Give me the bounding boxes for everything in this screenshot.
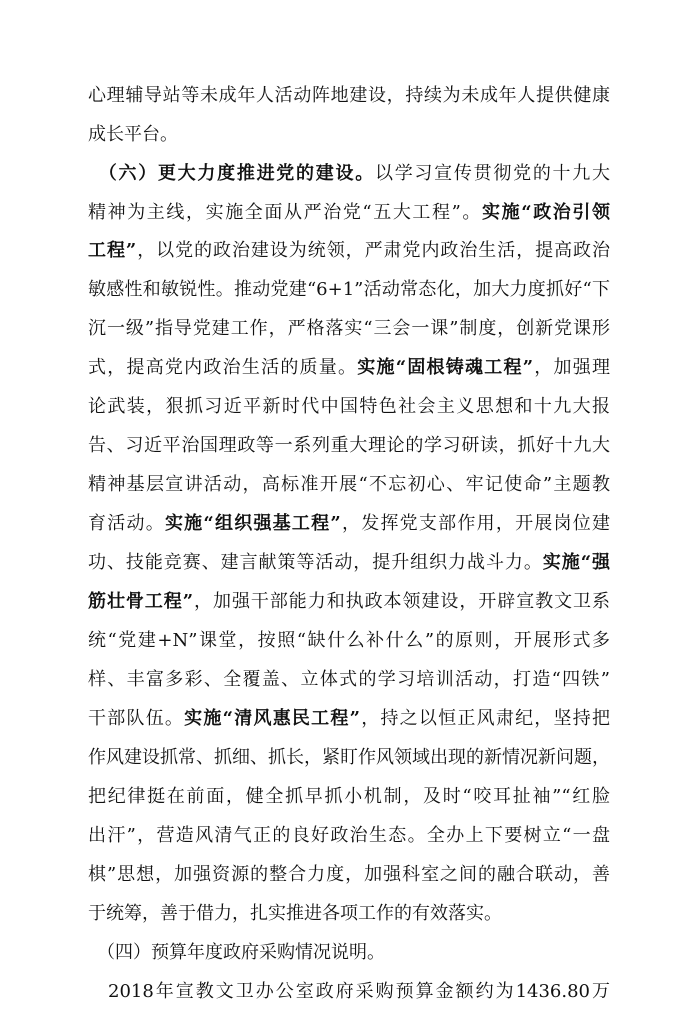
text-line [88, 662, 610, 698]
bold-phrase: 实施“清风惠民工程” [184, 708, 360, 729]
text-line [88, 311, 610, 347]
text-span: 以学习宣传贯彻党的十九大 [374, 163, 611, 184]
text-span: ，发挥党支部作用，开展岗位建 [340, 513, 611, 534]
text-line [88, 974, 610, 1010]
text-span: ，持之以恒正风肃纪，坚持把 [359, 708, 611, 729]
text-span: 把纪律挺在前面，健全抓早抓小机制，及时“咬耳扯袖”“红脸 [88, 786, 610, 807]
text-line [88, 195, 610, 231]
text-span: 敏感性和敏锐性。推动党建“6+1”活动常态化，加大力度抓好“下 [88, 279, 610, 300]
text-span: 棋”思想，加强资源的整合力度，加强科室之间的融合联动，善 [88, 864, 610, 885]
section-heading-line [88, 935, 610, 971]
text-span: 出汗”，营造风清气正的良好政治生态。全办上下要树立“一盘 [88, 825, 610, 846]
section-heading: （四）预算年度政府采购情况说明。 [88, 942, 385, 963]
text-span: 样、丰富多彩、全覆盖、立体式的学习培训活动，打造“四铁” [88, 669, 610, 690]
text-span: 沉一级”指导党建工作，严格落实“三会一课”制度，创新党课形 [88, 318, 610, 339]
text-line [88, 78, 610, 114]
text-line [88, 857, 610, 893]
text-span: 论武装，狠抓习近平新时代中国特色社会主义思想和十九大报 [88, 396, 610, 417]
text-line [88, 350, 610, 386]
text-span: ，加强理 [533, 357, 611, 378]
bold-phrase: 实施“政治引领 [482, 202, 610, 223]
section-heading: （六）更大力度推进党的建设。 [88, 163, 375, 184]
text-span: ，加强干部能力和执政本领建设，开辟宣教文卫系 [193, 591, 610, 612]
text-line [88, 584, 610, 620]
text-span: 式，提高党内政治生活的质量。 [88, 357, 358, 378]
text-span: 于统筹，善于借力，扎实推进各项工作的有效落实。 [88, 903, 502, 924]
text-line [88, 506, 610, 542]
section-heading-line [88, 156, 610, 192]
text-line [88, 272, 610, 308]
text-span: 作风建设抓常、抓细、抓长，紧盯作风领域出现的新情况新问题， [88, 747, 610, 768]
text-line [88, 467, 610, 503]
text-span: 成长平台。 [88, 124, 178, 145]
text-span: 2018年宣教文卫办公室政府采购预算金额约为1436.80万 [88, 981, 610, 1002]
text-line [88, 701, 610, 737]
bold-phrase: 实施“组织强基工程” [164, 513, 341, 534]
text-line [88, 896, 610, 932]
bold-phrase: 工程” [88, 240, 137, 261]
text-span: ，以党的政治建设为统领，严肃党内政治生活，提高政治 [136, 240, 611, 261]
text-span: 心理辅导站等未成年人活动阵地建设，持续为未成年人提供健康 [88, 85, 610, 106]
text-span: 育活动。 [88, 513, 165, 534]
text-line [88, 818, 610, 854]
bold-phrase: 实施“强 [542, 552, 610, 573]
text-line [88, 740, 610, 776]
text-line [88, 623, 610, 659]
text-line [88, 545, 610, 581]
text-line [88, 389, 610, 425]
text-line [88, 779, 610, 815]
text-span: 精神基层宣讲活动，高标准开展“不忘初心、牢记使命”主题教 [88, 474, 610, 495]
text-span: 功、技能竞赛、建言献策等活动，提升组织力战斗力。 [88, 552, 543, 573]
bold-phrase: 筋壮骨工程” [88, 591, 194, 612]
bold-phrase: 实施“固根铸魂工程” [357, 357, 534, 378]
text-span: 干部队伍。 [88, 708, 185, 729]
text-line [88, 233, 610, 269]
text-span: 统“党建+N”课堂，按照“缺什么补什么”的原则，开展形式多 [88, 630, 610, 651]
text-line [88, 428, 610, 464]
text-line [88, 117, 610, 153]
text-span: 告、习近平治国理政等一系列重大理论的学习研读，抓好十九大 [88, 435, 610, 456]
text-span: 精神为主线，实施全面从严治党“五大工程”。 [88, 202, 483, 223]
